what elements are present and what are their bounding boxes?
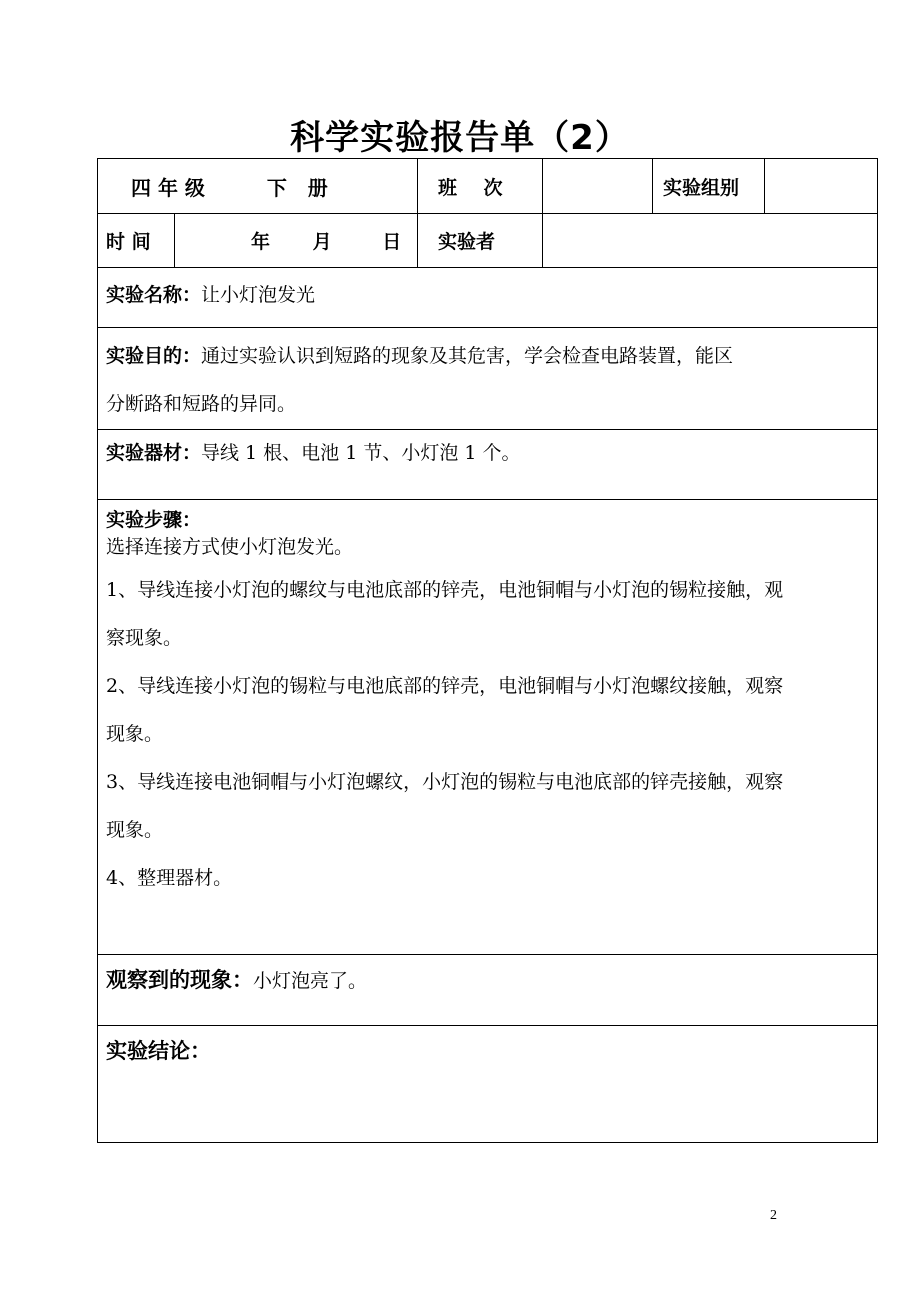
purpose-text-1: 通过实验认识到短路的现象及其危害，学会检查电路装置，能区 bbox=[201, 345, 734, 367]
experimenter-label: 实验者 bbox=[418, 214, 543, 268]
experiment-name-label: 实验名称： bbox=[106, 284, 202, 306]
materials-row bbox=[98, 430, 878, 500]
materials-value: 导线 1 根、电池 1 节、小灯泡 1 个。 bbox=[201, 442, 521, 464]
date-year-label: 年 bbox=[251, 231, 271, 253]
purpose-cell bbox=[98, 328, 878, 430]
step-line: 2、导线连接小灯泡的锡粒与电池底部的锌壳，电池铜帽与小灯泡螺纹接触，观察 bbox=[106, 675, 784, 697]
page-number: 2 bbox=[770, 1208, 777, 1223]
step-line: 现象。 bbox=[106, 819, 164, 841]
header-row-1 bbox=[98, 159, 878, 214]
experiment-name-value: 让小灯泡发光 bbox=[201, 284, 316, 306]
class-value-field[interactable] bbox=[543, 159, 653, 214]
group-label: 实验组别 bbox=[653, 159, 765, 214]
step-line: 3、导线连接电池铜帽与小灯泡螺纹，小灯泡的锡粒与电池底部的锌壳接触，观察 bbox=[106, 771, 784, 793]
steps-cell bbox=[98, 500, 878, 955]
header-row-2 bbox=[98, 214, 878, 268]
step-line: 现象。 bbox=[106, 723, 164, 745]
purpose-line-2: 分断路和短路的异同。 bbox=[106, 393, 297, 415]
date-day-label: 日 bbox=[382, 231, 402, 253]
report-table bbox=[97, 158, 878, 1143]
steps-label: 实验步骤： bbox=[106, 509, 202, 531]
observation-cell bbox=[98, 955, 878, 1026]
experiment-name-cell bbox=[98, 268, 878, 328]
conclusion-label: 实验结论： bbox=[106, 1039, 211, 1063]
steps-intro: 选择连接方式使小灯泡发光。 bbox=[106, 536, 354, 558]
observation-row bbox=[98, 955, 878, 1026]
term-text: 下 册 bbox=[266, 175, 328, 200]
conclusion-cell[interactable] bbox=[98, 1026, 878, 1143]
page-title: 科学实验报告单（2） bbox=[290, 118, 630, 158]
grade-term-cell bbox=[98, 159, 418, 214]
class-label: 班 次 bbox=[418, 159, 543, 214]
purpose-line-1 bbox=[106, 332, 869, 380]
conclusion-row bbox=[98, 1026, 878, 1143]
group-value-field[interactable] bbox=[765, 159, 878, 214]
observation-label: 观察到的现象： bbox=[106, 968, 253, 992]
date-month-label: 月 bbox=[312, 231, 332, 253]
experiment-name-row bbox=[98, 268, 878, 328]
materials-cell bbox=[98, 430, 878, 500]
materials-label: 实验器材： bbox=[106, 442, 202, 464]
experimenter-value-field[interactable] bbox=[543, 214, 878, 268]
grade-text: 四 年 级 bbox=[131, 175, 205, 200]
purpose-row bbox=[98, 328, 878, 430]
step-line: 1、导线连接小灯泡的螺纹与电池底部的锌壳，电池铜帽与小灯泡的锡粒接触，观 bbox=[106, 579, 784, 601]
observation-value: 小灯泡亮了。 bbox=[253, 970, 368, 992]
purpose-label: 实验目的： bbox=[106, 345, 202, 367]
time-label: 时 间 bbox=[98, 214, 175, 268]
date-cell[interactable] bbox=[175, 214, 418, 268]
step-line: 察现象。 bbox=[106, 627, 183, 649]
steps-row bbox=[98, 500, 878, 955]
step-line: 4、整理器材。 bbox=[106, 867, 233, 889]
